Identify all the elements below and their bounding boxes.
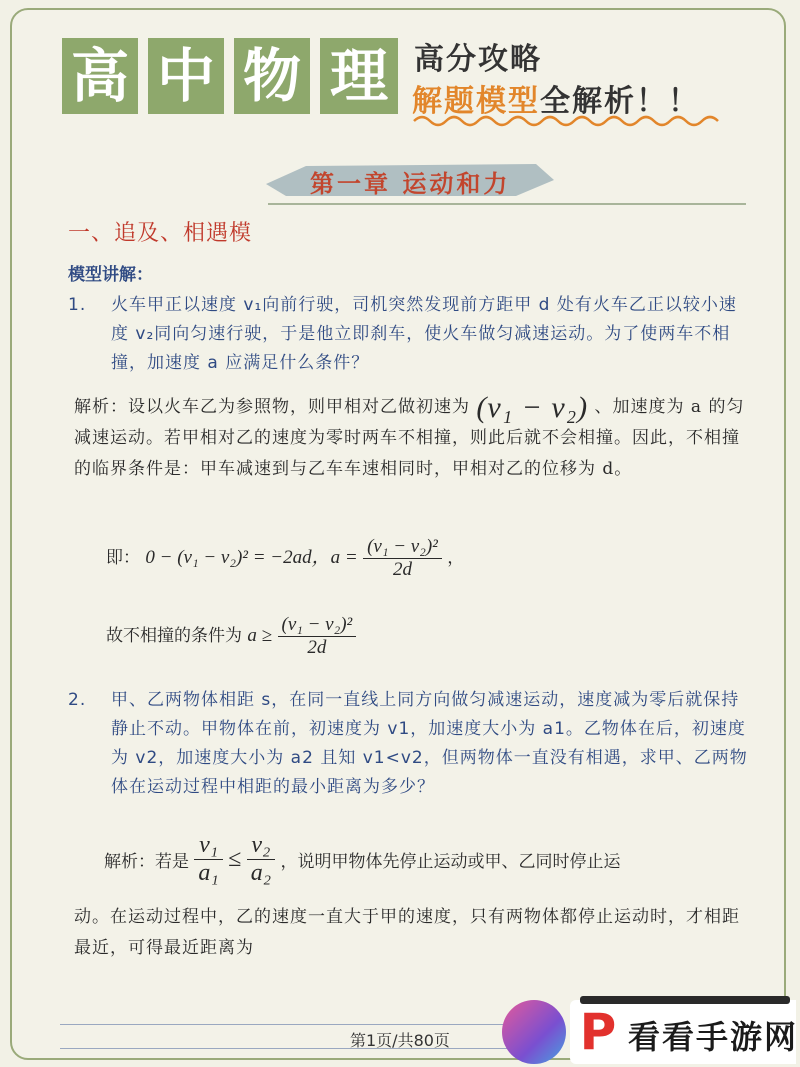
model-label: 模型讲解：	[68, 265, 153, 285]
equation-1	[106, 536, 464, 581]
subtitle-highlight: 解题模型	[412, 84, 540, 119]
title-char: 理	[320, 38, 398, 114]
analysis2-cont: ，说明甲物体先停止运动或甲、乙同时停止运	[280, 852, 621, 872]
subtitle-rest: 全解析！！	[540, 84, 700, 119]
chapter-divider	[268, 203, 746, 205]
ratio-2-numerator: v₂	[247, 832, 275, 860]
title-tiles	[62, 38, 398, 114]
condition-left: a ≥	[247, 625, 273, 646]
ratio-1	[194, 832, 222, 887]
ratio-2-denominator: a₂	[250, 860, 272, 886]
problem-number: 2.	[68, 690, 87, 710]
condition-denominator: 2d	[307, 637, 327, 658]
eq-fraction	[363, 536, 442, 581]
watermark-text: 看看手游网	[628, 1018, 799, 1056]
ratio-1-numerator: v₁	[194, 832, 222, 860]
title-char: 高	[62, 38, 138, 114]
footer-line	[60, 1048, 540, 1049]
analysis-2-line1	[104, 832, 754, 887]
title-char: 物	[234, 38, 310, 114]
condition	[106, 614, 356, 659]
eq-tail: ，	[447, 548, 465, 568]
analysis-2-rest: 动。在运动过程中，乙的速度一直大于甲的速度，只有两物体都停止运动时，才相距最近，可得最近距离为	[74, 907, 740, 958]
ratio-2	[247, 832, 275, 887]
problem-number: 1.	[68, 295, 87, 315]
eq-numerator: (v₁ − v₂)²	[363, 536, 442, 559]
section-title: 一、追及、相遇模	[68, 221, 253, 246]
problem-text: 火车甲正以速度 v₁向前行驶，司机突然发现前方距甲 d 处有火车乙正以较小速度 v₂同向匀速行驶，于是他立即刹车，使火车做匀减速运动。为了使两车不相撞，加速度 a 应满足什么条件？	[111, 295, 737, 373]
problem-2	[68, 686, 748, 802]
condition-fraction	[278, 614, 357, 659]
footer-line	[60, 1024, 540, 1025]
condition-label: 故不相撞的条件为	[106, 626, 242, 646]
analysis-text: 、加速度为 a 的匀减速运动。若甲相对乙的速度为零时两车不相撞，则此后就不会相撞。因此，不相撞的临界条件是：甲车减速到与乙车车速相同时，甲相对乙的位移为 d。	[74, 397, 745, 479]
eq-left: 0 − (v₁ − v₂)² = −2ad，a =	[145, 547, 358, 568]
ratio-1-denominator: a₁	[198, 860, 219, 886]
problem-text: 甲、乙两物体相距 s，在同一直线上同方向做匀减速运动，速度减为零后就保持静止不动。甲物体在前，初速度为 v1，加速度大小为 a1。乙物体在后，初速度为 v2，加速度大小为 a2 且知 v1<v2，但两物体一直没有相遇，求甲、乙两物体在运动过程中相距的最小距离为多少？	[111, 690, 748, 797]
problem-1	[68, 291, 748, 378]
analysis-1	[74, 392, 750, 485]
title-char: 中	[148, 38, 224, 114]
ratio-relation: ≤	[228, 846, 242, 872]
velocity-difference: (v₁ − v₂)	[476, 391, 589, 424]
analysis-intro: 解析：设以火车乙为参照物，则甲相对乙做初速为	[74, 397, 470, 417]
condition-numerator: (v₁ − v₂)²	[278, 614, 357, 637]
watermark-logo-icon	[502, 1000, 566, 1064]
watermark-p-icon: P	[579, 1003, 617, 1061]
page-number: 第1页/共80页	[350, 1031, 450, 1050]
eq-denominator: 2d	[392, 559, 412, 580]
analysis2-intro: 解析：若是	[104, 852, 189, 872]
chapter-title: 第一章 运动和力	[310, 170, 511, 198]
subtitle-line1: 高分攻略	[414, 42, 542, 77]
wave-underline	[412, 112, 728, 128]
eq-label: 即：	[106, 548, 140, 568]
